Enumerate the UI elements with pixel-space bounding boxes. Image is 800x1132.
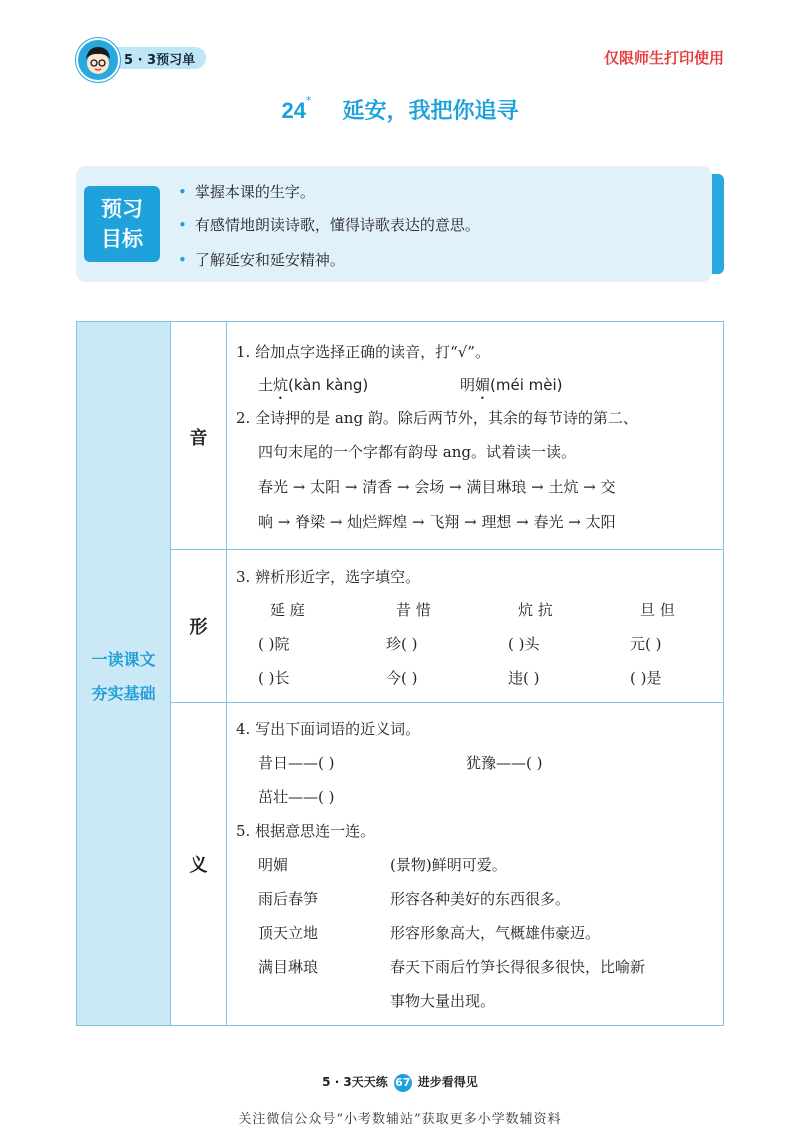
q1-item-1-prefix: 土 [258, 376, 274, 394]
goals-panel-edge [712, 174, 724, 274]
match-meaning-continued: 事物大量出现。 [390, 992, 496, 1010]
goals-label [84, 186, 160, 262]
fill-blank[interactable]: 元( ) [630, 635, 662, 653]
question-2-line1: 2. 全诗押的是 ang 韵。除后两节外，其余的每节诗的第二、 [236, 409, 638, 427]
print-restriction-notice: 仅限师生打印使用 [603, 49, 724, 67]
lesson-title: 延安，我把你追寻 [342, 99, 519, 124]
column-divider [226, 322, 227, 1025]
section-label [77, 643, 170, 711]
match-meaning[interactable]: 形容各种美好的东西很多。 [390, 890, 571, 908]
page-footer [0, 1073, 800, 1092]
category-form: 形 [189, 617, 208, 638]
match-term[interactable]: 明媚 [258, 856, 289, 874]
row-divider [171, 549, 723, 550]
match-meaning[interactable]: 春天下雨后竹笋长得很多很快，比喻新 [390, 958, 646, 976]
goals-label-line2: 目标 [101, 227, 143, 251]
question-3-prompt: 3. 辨析形近字，选字填空。 [236, 568, 421, 586]
fill-blank[interactable]: 珍( ) [386, 635, 418, 653]
goal-item [178, 249, 345, 270]
lesson-number: 24 [281, 98, 306, 123]
goal-text: 了解延安和延安精神。 [194, 251, 345, 269]
char-pair: 炕 抗 [518, 601, 553, 619]
avatar [76, 38, 120, 82]
fill-blank[interactable]: 违( ) [508, 669, 540, 687]
question-5-prompt: 5. 根据意思连一连。 [236, 822, 376, 840]
q1-item-1-dotted-char: 炕 [273, 376, 289, 394]
match-term[interactable]: 满目琳琅 [258, 958, 319, 976]
q1-item-1 [258, 374, 368, 403]
category-sound: 音 [189, 428, 208, 449]
match-meaning[interactable]: (景物)鲜明可爱。 [390, 856, 507, 874]
rhyme-chain-line2: 响 → 脊梁 → 灿烂辉煌 → 飞翔 → 理想 → 春光 → 太阳 [258, 513, 616, 531]
header-badge-text: 5 · 3预习单 [124, 53, 196, 68]
synonym-blank[interactable]: 茁壮——( ) [258, 788, 335, 806]
fill-blank[interactable]: ( )是 [630, 669, 662, 687]
bullet-icon: • [178, 216, 187, 234]
q1-item-2 [460, 374, 563, 403]
rhyme-chain-line1: 春光 → 太阳 → 清香 → 会场 → 满目琳琅 → 土炕 → 交 [258, 478, 616, 496]
synonym-blank[interactable]: 犹豫——( ) [466, 754, 543, 772]
row-divider [171, 702, 723, 703]
footer-left: 5 · 3天天练 [322, 1075, 388, 1089]
boy-face-icon [78, 40, 118, 80]
match-meaning[interactable]: 形容形象高大，气概雄伟豪迈。 [390, 924, 601, 942]
fill-blank[interactable]: ( )头 [508, 635, 540, 653]
lesson-title-row [0, 94, 800, 125]
question-4-prompt: 4. 写出下面词语的近义词。 [236, 720, 421, 738]
footer-right: 进步看得见 [417, 1075, 478, 1089]
q1-item-2-dotted-char: 媚 [475, 376, 491, 394]
q1-item-2-options: (méi mèi) [490, 376, 563, 394]
goals-label-line1: 预习 [101, 197, 143, 221]
goal-text: 掌握本课的生字。 [194, 183, 315, 201]
char-pair: 旦 但 [640, 601, 675, 619]
char-pair: 延 庭 [270, 601, 305, 619]
q1-item-2-prefix: 明 [460, 376, 476, 394]
goal-item [178, 214, 480, 235]
bullet-icon: • [178, 183, 187, 201]
fill-blank[interactable]: 今( ) [386, 669, 418, 687]
bullet-icon: • [178, 251, 187, 269]
char-pair: 昔 惜 [396, 601, 431, 619]
fill-blank[interactable]: ( )院 [258, 635, 290, 653]
page-number: 67 [394, 1074, 412, 1092]
synonym-blank[interactable]: 昔日——( ) [258, 754, 335, 772]
question-1-prompt: 1. 给加点字选择正确的读音，打“√”。 [236, 343, 490, 361]
category-meaning: 义 [189, 855, 208, 876]
lesson-mark: * [305, 94, 312, 107]
q1-item-1-options: (kàn kàng) [288, 376, 369, 394]
section-label-line2: 夯实基础 [91, 684, 156, 703]
match-term[interactable]: 顶天立地 [258, 924, 319, 942]
match-term[interactable]: 雨后春笋 [258, 890, 319, 908]
question-2-line2: 四句末尾的一个字都有韵母 ang。试着读一读。 [258, 443, 576, 461]
fill-blank[interactable]: ( )长 [258, 669, 290, 687]
section-label-line1: 一读课文 [91, 650, 156, 669]
goal-text: 有感情地朗读诗歌，懂得诗歌表达的意思。 [194, 216, 480, 234]
promo-text: 关注微信公众号“小考数辅站”获取更多小学数辅资料 [238, 1112, 562, 1127]
goal-item [178, 181, 315, 202]
